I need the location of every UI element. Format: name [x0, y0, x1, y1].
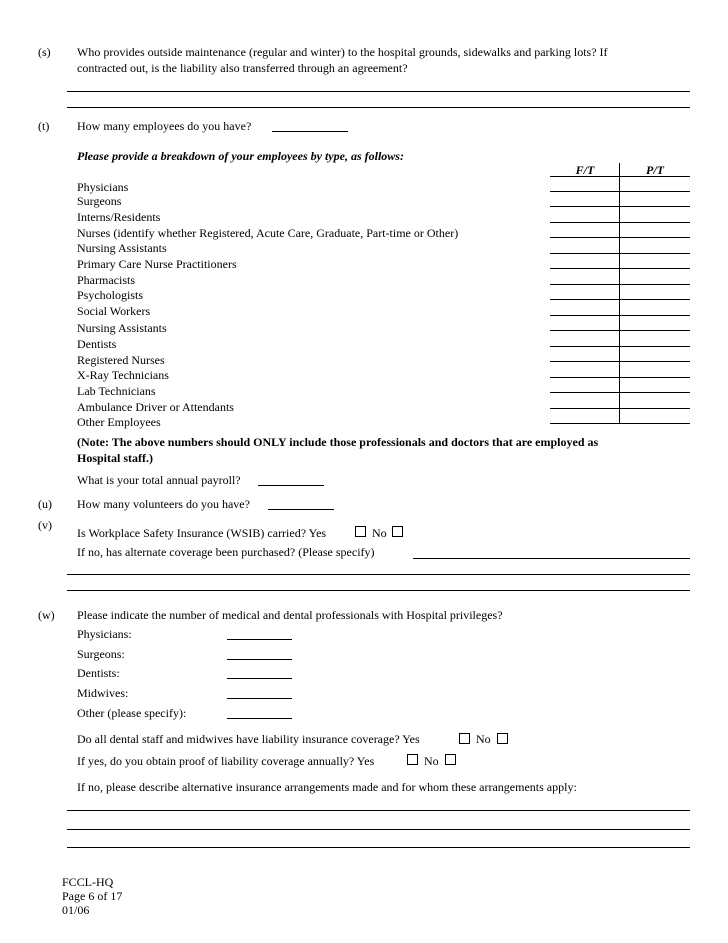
pt-count-cell[interactable] — [620, 409, 690, 424]
breakdown-heading: Please provide a breakdown of your employees by type, as follows: — [77, 149, 404, 163]
column-header-pt: P/T — [646, 163, 664, 177]
page-footer — [62, 875, 122, 917]
wsib-no-checkbox[interactable] — [392, 526, 403, 537]
section-v-answer-line-2[interactable] — [67, 590, 690, 591]
pt-count-cell[interactable] — [620, 176, 690, 191]
employee-type-label: Social Workers — [77, 304, 151, 318]
employee-count-row — [550, 238, 690, 254]
section-v-followup: If no, has alternate coverage been purchased? (Please specify) — [77, 545, 375, 559]
employee-type-label: Physicians — [77, 180, 129, 194]
ft-count-cell[interactable] — [550, 378, 619, 393]
pt-count-cell[interactable] — [620, 223, 690, 238]
alternate-coverage-field[interactable] — [413, 558, 690, 559]
professional-type-label: Dentists: — [77, 666, 120, 680]
proof-no-label: No — [424, 754, 439, 768]
employee-count-row — [550, 393, 690, 409]
professional-count-field[interactable] — [227, 639, 292, 640]
employee-type-label: Lab Technicians — [77, 384, 156, 398]
professional-count-field[interactable] — [227, 678, 292, 679]
ft-count-cell[interactable] — [550, 316, 619, 331]
grid-column-divider — [619, 163, 620, 424]
pt-count-cell[interactable] — [620, 331, 690, 346]
employee-type-label: Other Employees — [77, 415, 161, 429]
employee-count-row — [550, 269, 690, 285]
ft-count-cell[interactable] — [550, 300, 619, 315]
note-line2: Hospital staff.) — [77, 451, 153, 465]
pt-count-cell[interactable] — [620, 393, 690, 408]
employee-count-row — [550, 331, 690, 347]
coverage-no-checkbox[interactable] — [497, 733, 508, 744]
ft-count-cell[interactable] — [550, 176, 619, 191]
employee-count-row — [550, 207, 690, 223]
section-s-question-line1: Who provides outside maintenance (regular and winter) to the hospital grounds, sidewalks and parking lots? If — [77, 45, 608, 59]
page-number: Page 6 of 17 — [62, 889, 123, 903]
wsib-yes-checkbox[interactable] — [355, 526, 366, 537]
employee-count-row — [550, 285, 690, 301]
section-w-answer-line-1[interactable] — [67, 810, 690, 811]
pt-count-cell[interactable] — [620, 347, 690, 362]
employee-type-label: Ambulance Driver or Attendants — [77, 400, 234, 414]
section-u-marker: (u) — [38, 497, 52, 511]
employee-count-row — [550, 254, 690, 270]
employee-type-label: Dentists — [77, 337, 117, 351]
employee-count-row — [550, 362, 690, 378]
professional-type-label: Surgeons: — [77, 647, 125, 661]
form-code: FCCL-HQ — [62, 875, 114, 889]
section-u-question: How many volunteers do you have? — [77, 497, 250, 511]
employee-type-label: Primary Care Nurse Practitioners — [77, 257, 237, 271]
pt-count-cell[interactable] — [620, 316, 690, 331]
ft-count-cell[interactable] — [550, 331, 619, 346]
professional-type-label: Midwives: — [77, 686, 129, 700]
ft-count-cell[interactable] — [550, 409, 619, 424]
note-line1: (Note: The above numbers should ONLY include those professionals and doctors that are employed as — [77, 435, 599, 449]
professional-count-field[interactable] — [227, 659, 292, 660]
employee-count-row — [550, 316, 690, 332]
employee-count-row — [550, 378, 690, 394]
employee-count-row — [550, 223, 690, 239]
section-v-question: Is Workplace Safety Insurance (WSIB) carried? Yes — [77, 526, 327, 540]
pt-count-cell[interactable] — [620, 192, 690, 207]
volunteers-field[interactable] — [268, 509, 334, 510]
employee-count-field[interactable] — [272, 131, 348, 132]
professional-count-field[interactable] — [227, 718, 292, 719]
pt-count-cell[interactable] — [620, 238, 690, 253]
section-w-question: Please indicate the number of medical and dental professionals with Hospital privileges? — [77, 608, 503, 622]
employee-type-label: Nurses (identify whether Registered, Acute Care, Graduate, Part-time or Other) — [77, 226, 459, 240]
ft-count-cell[interactable] — [550, 269, 619, 284]
pt-count-cell[interactable] — [620, 285, 690, 300]
payroll-field[interactable] — [258, 485, 324, 486]
proof-yes-checkbox[interactable] — [407, 754, 418, 765]
ft-count-cell[interactable] — [550, 192, 619, 207]
pt-count-cell[interactable] — [620, 300, 690, 315]
ft-count-cell[interactable] — [550, 254, 619, 269]
employee-type-label: Nursing Assistants — [77, 241, 167, 255]
column-header-ft: F/T — [575, 163, 595, 177]
coverage-yes-checkbox[interactable] — [459, 733, 470, 744]
professional-type-label: Other (please specify): — [77, 706, 187, 720]
employee-count-row — [550, 409, 690, 425]
ft-count-cell[interactable] — [550, 285, 619, 300]
employee-type-label: Surgeons — [77, 194, 122, 208]
section-s-answer-line-1[interactable] — [67, 91, 690, 92]
ft-count-cell[interactable] — [550, 362, 619, 377]
alternative-arrangements-question: If no, please describe alternative insurance arrangements made and for whom these arrangements apply: — [77, 780, 577, 794]
section-t-question: How many employees do you have? — [77, 119, 252, 133]
proof-question: If yes, do you obtain proof of liability coverage annually? Yes — [77, 754, 375, 768]
ft-count-cell[interactable] — [550, 393, 619, 408]
employee-type-label: Interns/Residents — [77, 210, 161, 224]
proof-no-checkbox[interactable] — [445, 754, 456, 765]
wsib-no-label: No — [372, 526, 387, 540]
professional-count-field[interactable] — [227, 698, 292, 699]
pt-count-cell[interactable] — [620, 362, 690, 377]
section-v-marker: (v) — [38, 518, 52, 532]
employee-count-row — [550, 300, 690, 316]
pt-count-cell[interactable] — [620, 378, 690, 393]
employee-type-label: Psychologists — [77, 288, 144, 302]
employee-type-label: Pharmacists — [77, 273, 135, 287]
pt-count-cell[interactable] — [620, 254, 690, 269]
employee-count-grid — [550, 176, 690, 424]
payroll-question: What is your total annual payroll? — [77, 473, 241, 487]
ft-count-cell[interactable] — [550, 238, 619, 253]
section-s-marker: (s) — [38, 45, 51, 59]
pt-count-cell[interactable] — [620, 269, 690, 284]
employee-count-row — [550, 347, 690, 363]
section-s-answer-line-2[interactable] — [67, 107, 690, 108]
section-w-marker: (w) — [38, 608, 55, 622]
coverage-question: Do all dental staff and midwives have liability insurance coverage? Yes — [77, 732, 420, 746]
section-v-answer-line-1[interactable] — [67, 574, 690, 575]
employee-type-label: Nursing Assistants — [77, 321, 167, 335]
ft-count-cell[interactable] — [550, 207, 619, 222]
employee-count-row — [550, 176, 690, 192]
professional-type-label: Physicians: — [77, 627, 132, 641]
section-t-marker: (t) — [38, 119, 50, 133]
coverage-no-label: No — [476, 732, 491, 746]
employee-type-label: X-Ray Technicians — [77, 368, 169, 382]
employee-type-label: Registered Nurses — [77, 353, 165, 367]
employee-count-row — [550, 192, 690, 208]
ft-count-cell[interactable] — [550, 223, 619, 238]
revision-date: 01/06 — [62, 903, 90, 917]
section-w-answer-line-2[interactable] — [67, 829, 690, 830]
section-s-question-line2: contracted out, is the liability also transferred through an agreement? — [77, 61, 408, 75]
ft-count-cell[interactable] — [550, 347, 619, 362]
pt-count-cell[interactable] — [620, 207, 690, 222]
section-w-answer-line-3[interactable] — [67, 847, 690, 848]
